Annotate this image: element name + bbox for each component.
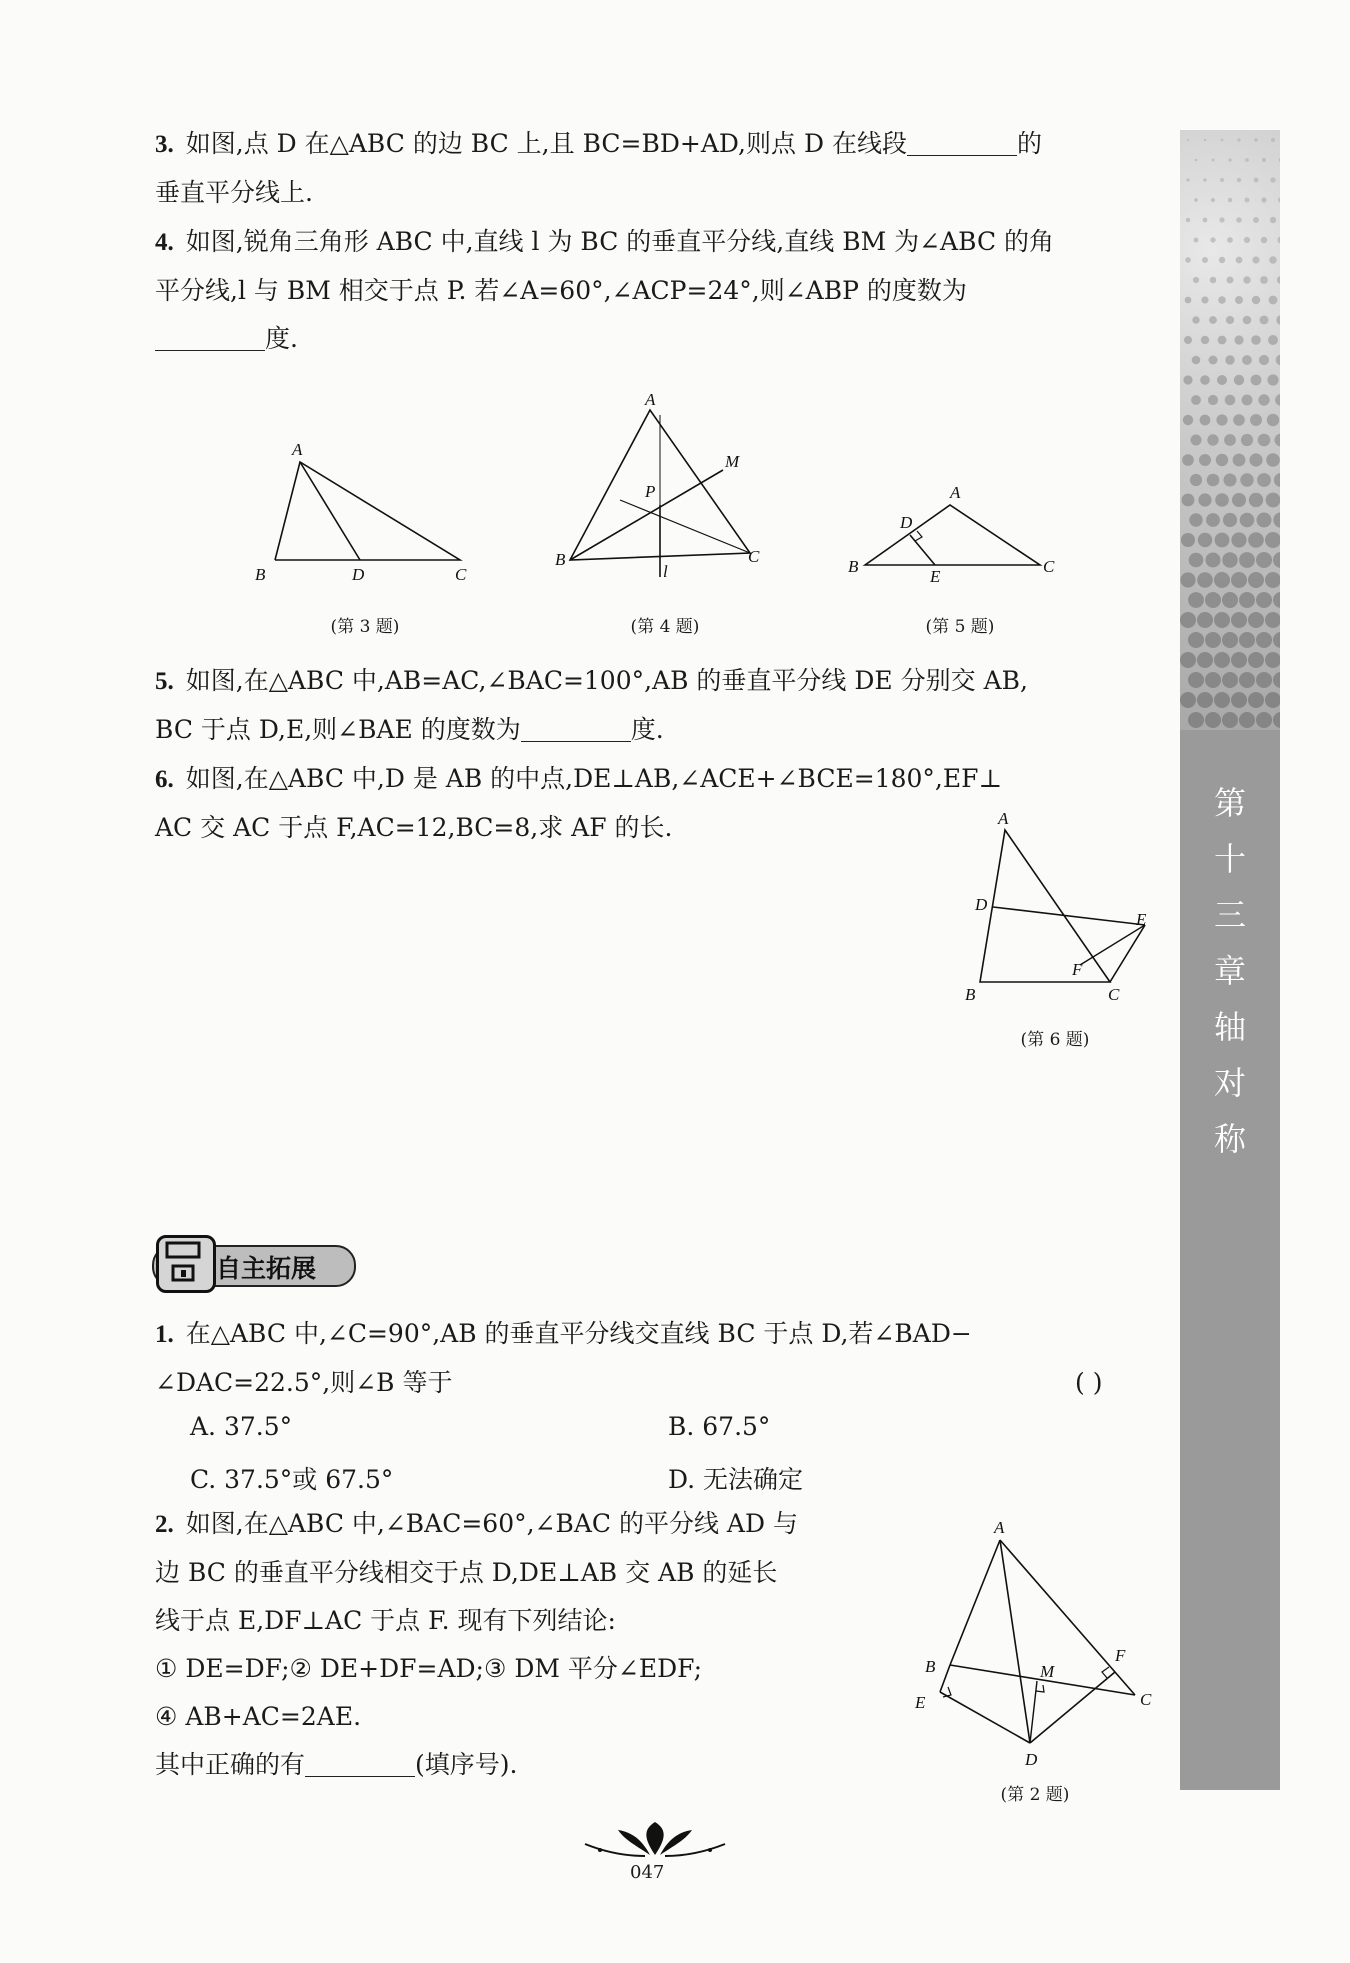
halftone-dot: [1231, 652, 1247, 668]
halftone-dot: [1270, 217, 1276, 223]
halftone-dot: [1224, 474, 1237, 487]
halftone-dot: [1193, 277, 1199, 283]
chapter-char: 章: [1213, 952, 1246, 990]
point-label: B: [965, 985, 976, 1004]
halftone-dots-decoration: [1180, 130, 1280, 730]
halftone-dot: [1200, 375, 1210, 385]
point-label: M: [1040, 1662, 1055, 1681]
point-label: E: [930, 567, 941, 586]
halftone-dot: [1276, 315, 1280, 324]
halftone-dot: [1197, 572, 1213, 588]
question-text: ① DE=DF;② DE+DF=AD;③ DM 平分∠EDF;: [155, 1654, 703, 1683]
halftone-dot: [1256, 592, 1272, 608]
halftone-dot: [1210, 237, 1215, 242]
figure-5: [840, 480, 1070, 590]
halftone-dot: [1234, 375, 1244, 385]
halftone-dot: [1222, 592, 1238, 608]
halftone-dot: [1194, 198, 1198, 202]
halftone-dot: [1237, 178, 1241, 182]
halftone-dot: [1231, 612, 1247, 628]
halftone-dot: [1226, 316, 1234, 324]
halftone-dot: [1252, 256, 1259, 263]
halftone-dot: [1265, 692, 1280, 708]
point-label: B: [555, 550, 566, 569]
halftone-dot: [1219, 257, 1225, 263]
halftone-dot: [1183, 375, 1192, 384]
extension-question-2: [155, 1500, 798, 1789]
halftone-dot: [1256, 672, 1272, 688]
figure-6: [960, 810, 1160, 1010]
halftone-dot: [1201, 296, 1208, 303]
halftone-dot: [1194, 238, 1199, 243]
question-number: 5.: [155, 668, 174, 695]
point-label: B: [255, 565, 266, 584]
halftone-dot: [1189, 553, 1204, 568]
halftone-dot: [1248, 692, 1264, 708]
halftone-dot: [1198, 493, 1211, 506]
point-label: E: [915, 1693, 926, 1712]
halftone-dot: [1278, 197, 1280, 203]
question-number: 4.: [155, 229, 174, 256]
halftone-dot: [1273, 552, 1280, 568]
question-text: 如图,在△ABC 中,AB=AC,∠BAC=100°,AB 的垂直平分线 DE 分别交 AB,: [185, 666, 1028, 695]
point-label: C: [1043, 557, 1055, 576]
halftone-dot: [1197, 612, 1213, 628]
halftone-dot: [1227, 237, 1233, 243]
halftone-dot: [1277, 276, 1280, 284]
point-label: A: [292, 440, 303, 459]
answer-paren[interactable]: ( ): [1075, 1368, 1103, 1397]
question-text: 其中正确的有: [155, 1750, 306, 1779]
halftone-dot: [1223, 513, 1237, 527]
option-b[interactable]: B. 67.5°: [668, 1412, 771, 1441]
point-label: D: [900, 513, 913, 532]
question-3: [155, 120, 1042, 217]
halftone-dot: [1195, 159, 1198, 162]
halftone-dot: [1205, 672, 1221, 688]
halftone-dot: [1273, 512, 1280, 527]
halftone-dot: [1216, 414, 1227, 425]
halftone-dot: [1274, 473, 1280, 487]
halftone-dot: [1244, 237, 1250, 243]
chapter-char: 三: [1213, 896, 1246, 934]
halftone-dot: [1205, 592, 1221, 608]
question-text: 度.: [265, 324, 298, 353]
option-c[interactable]: C. 37.5°或 67.5°: [190, 1465, 394, 1494]
halftone-dot: [1191, 435, 1202, 446]
halftone-dot: [1256, 712, 1272, 728]
halftone-dot: [1267, 414, 1279, 426]
halftone-dot: [1242, 355, 1252, 365]
halftone-dot: [1239, 632, 1255, 648]
point-label: A: [994, 1518, 1005, 1537]
halftone-dot: [1217, 375, 1227, 385]
chapter-char: 轴: [1213, 1008, 1246, 1046]
halftone-dot: [1188, 592, 1204, 608]
halftone-dot: [1228, 158, 1231, 161]
halftone-dot: [1184, 336, 1192, 344]
halftone-dot: [1273, 592, 1280, 608]
halftone-dot: [1249, 493, 1263, 507]
section-title: 自主拓展: [216, 1254, 317, 1283]
footer-ornament-icon: [580, 1820, 730, 1860]
halftone-dot: [1182, 454, 1194, 466]
halftone-dot: [1188, 672, 1204, 688]
figure-caption: (第 3 题): [330, 617, 400, 637]
answer-blank[interactable]: [305, 1775, 415, 1777]
halftone-dot: [1190, 474, 1202, 486]
halftone-dot: [1234, 335, 1243, 344]
halftone-dot: [1265, 572, 1280, 588]
figure-caption: (第 2 题): [1000, 1785, 1070, 1805]
figure-3: [245, 440, 475, 590]
chapter-char: 十: [1213, 840, 1246, 878]
point-label: P: [645, 482, 656, 501]
halftone-dot: [1252, 296, 1260, 304]
halftone-dot: [1260, 276, 1268, 284]
halftone-dot: [1233, 414, 1245, 426]
question-number: 3.: [155, 131, 174, 158]
answer-blank[interactable]: [907, 154, 1017, 156]
halftone-dot: [1215, 493, 1229, 507]
halftone-dot: [1245, 158, 1249, 162]
halftone-dot: [1231, 532, 1246, 547]
halftone-dot: [1209, 316, 1217, 324]
halftone-dot: [1248, 532, 1264, 548]
point-label: C: [1140, 1690, 1152, 1709]
question-6: [155, 755, 1002, 852]
question-text: 垂直平分线上.: [155, 178, 313, 207]
halftone-dot: [1254, 178, 1259, 183]
halftone-dot: [1265, 532, 1280, 548]
halftone-dot: [1256, 552, 1272, 568]
figure-caption: (第 5 题): [925, 617, 995, 637]
halftone-dot: [1210, 277, 1217, 284]
halftone-dot: [1219, 217, 1224, 222]
halftone-dot: [1236, 257, 1243, 264]
halftone-dot: [1262, 158, 1266, 162]
question-number: 1.: [155, 1321, 174, 1348]
halftone-dot: [1218, 336, 1227, 345]
floppy-disk-icon: [156, 1235, 216, 1293]
halftone-dot: [1251, 335, 1261, 345]
halftone-dot: [1222, 672, 1238, 688]
halftone-dot: [1215, 533, 1230, 548]
halftone-dot: [1200, 415, 1211, 426]
halftone-dot: [1181, 533, 1195, 547]
tab-decorative-header: [1180, 130, 1280, 730]
halftone-dot: [1185, 257, 1191, 263]
question-number: 6.: [155, 766, 174, 793]
halftone-dot: [1260, 316, 1269, 325]
chapter-char: 对: [1213, 1064, 1246, 1102]
point-label: B: [925, 1657, 936, 1676]
halftone-dot: [1199, 454, 1211, 466]
question-text: ∠DAC=22.5°,则∠B 等于: [155, 1368, 453, 1397]
question-text: 如图,在△ABC 中,D 是 AB 的中点,DE⊥AB,∠ACE+∠BCE=180°,EF⊥: [185, 764, 1002, 793]
halftone-dot: [1239, 672, 1255, 688]
page-number: 047: [630, 1862, 665, 1883]
halftone-dot: [1240, 513, 1255, 528]
question-text: 如图,点 D 在△ABC 的边 BC 上,且 BC=BD+AD,则点 D 在线段: [185, 129, 907, 158]
halftone-dot: [1233, 454, 1246, 467]
point-label: A: [950, 483, 961, 502]
halftone-dot: [1253, 217, 1259, 223]
halftone-dot: [1245, 198, 1250, 203]
halftone-dot: [1276, 355, 1280, 366]
halftone-dot: [1243, 276, 1250, 283]
halftone-dot: [1187, 139, 1189, 141]
point-label: D: [352, 565, 365, 584]
halftone-dot: [1248, 572, 1264, 588]
point-label: B: [848, 557, 859, 576]
halftone-dot: [1180, 652, 1196, 668]
halftone-dot: [1273, 632, 1280, 648]
halftone-dot: [1242, 395, 1253, 406]
halftone-dot: [1261, 237, 1268, 244]
halftone-dot: [1222, 632, 1238, 648]
halftone-dot: [1218, 296, 1226, 304]
extension-question-1: [155, 1310, 1155, 1407]
question-text: 边 BC 的垂直平分线相交于点 D,DE⊥AB 交 AB 的延长: [155, 1558, 778, 1587]
halftone-dot: [1203, 178, 1207, 182]
halftone-dot: [1216, 454, 1228, 466]
chapter-char: 称: [1213, 1120, 1246, 1158]
halftone-dot: [1235, 296, 1243, 304]
halftone-dot: [1209, 356, 1218, 365]
halftone-dot: [1279, 158, 1280, 163]
halftone-dot: [1198, 533, 1212, 547]
point-label: M: [725, 452, 740, 471]
halftone-dot: [1214, 572, 1230, 588]
halftone-dot: [1180, 692, 1196, 708]
halftone-dot: [1207, 434, 1218, 445]
halftone-dot: [1267, 374, 1278, 385]
halftone-dot: [1249, 453, 1262, 466]
question-text: 平分线,l 与 BM 相交于点 P. 若∠A=60°,∠ACP=24°,则∠ABP 的度数为: [155, 276, 967, 305]
halftone-dot: [1231, 692, 1247, 708]
point-label: F: [1072, 960, 1083, 979]
halftone-dot: [1214, 652, 1230, 668]
halftone-dot: [1212, 159, 1215, 162]
halftone-dot: [1192, 316, 1199, 323]
question-text: ④ AB+AC=2AE.: [155, 1702, 362, 1731]
halftone-dot: [1188, 632, 1204, 648]
halftone-dot: [1240, 473, 1253, 486]
halftone-dot: [1266, 493, 1280, 508]
halftone-dot: [1258, 394, 1269, 405]
halftone-dot: [1180, 572, 1195, 587]
halftone-dot: [1261, 197, 1266, 202]
chapter-title: [1180, 775, 1280, 1167]
halftone-dot: [1197, 652, 1213, 668]
answer-blank[interactable]: [155, 349, 265, 351]
question-4: [155, 218, 1054, 363]
section-banner: [152, 1235, 352, 1291]
figure-caption: (第 6 题): [1020, 1030, 1090, 1050]
question-5: [155, 657, 1028, 754]
halftone-dot: [1204, 139, 1206, 141]
point-label: C: [455, 565, 467, 584]
point-label: C: [1108, 985, 1120, 1004]
halftone-dot: [1208, 395, 1218, 405]
point-label: F: [1115, 1646, 1126, 1665]
question-text: 如图,在△ABC 中,∠BAC=60°,∠BAC 的平分线 AD 与: [185, 1509, 798, 1538]
halftone-dot: [1259, 355, 1269, 365]
halftone-dot: [1275, 434, 1281, 447]
halftone-dot: [1256, 632, 1272, 648]
question-number: 2.: [155, 1511, 174, 1538]
halftone-dot: [1225, 395, 1236, 406]
halftone-dot: [1205, 632, 1221, 648]
halftone-dot: [1185, 297, 1192, 304]
question-text: 度.: [630, 715, 664, 744]
halftone-dot: [1189, 513, 1202, 526]
halftone-dot: [1269, 296, 1278, 305]
figure-caption: (第 4 题): [630, 617, 700, 637]
question-text: 如图,锐角三角形 ABC 中,直线 l 为 BC 的垂直平分线,直线 BM 为∠ABC 的角: [185, 227, 1055, 256]
chapter-char: 第: [1213, 784, 1246, 822]
halftone-dot: [1258, 434, 1271, 447]
halftone-dot: [1271, 138, 1275, 142]
halftone-dot: [1239, 552, 1255, 568]
question-text: (填序号).: [415, 1750, 518, 1779]
halftone-dot: [1227, 277, 1234, 284]
halftone-dot: [1206, 553, 1221, 568]
halftone-dot: [1201, 336, 1209, 344]
halftone-dot: [1224, 434, 1236, 446]
halftone-dot: [1266, 453, 1280, 467]
halftone-dot: [1275, 394, 1280, 406]
halftone-dot: [1241, 434, 1253, 446]
halftone-dot: [1222, 712, 1238, 728]
halftone-dot: [1214, 692, 1230, 708]
halftone-dot: [1197, 692, 1213, 708]
halftone-dot: [1239, 712, 1255, 728]
halftone-dot: [1182, 494, 1195, 507]
halftone-dot: [1236, 217, 1242, 223]
halftone-dot: [1273, 712, 1280, 728]
halftone-dot: [1265, 652, 1280, 668]
question-text: 在△ABC 中,∠C=90°,AB 的垂直平分线交直线 BC 于点 D,若∠BAD−: [185, 1319, 972, 1348]
point-label: l: [663, 562, 668, 581]
halftone-dot: [1237, 138, 1240, 141]
halftone-dot: [1214, 612, 1230, 628]
halftone-dot: [1192, 356, 1201, 365]
halftone-dot: [1186, 178, 1189, 181]
point-label: A: [998, 810, 1009, 828]
halftone-dot: [1221, 139, 1224, 142]
halftone-dot: [1188, 712, 1204, 728]
halftone-dot: [1220, 178, 1224, 182]
halftone-dot: [1203, 218, 1208, 223]
halftone-dot: [1180, 612, 1196, 628]
question-text: BC 于点 D,E,则∠BAE 的度数为: [155, 715, 521, 744]
point-label: C: [748, 547, 760, 566]
halftone-dot: [1205, 712, 1221, 728]
halftone-dot: [1268, 335, 1278, 345]
halftone-dot: [1243, 316, 1252, 325]
halftone-dot: [1270, 177, 1275, 182]
question-text: AC 交 AC 于点 F,AC=12,BC=8,求 AF 的长.: [155, 813, 673, 842]
halftone-dot: [1265, 612, 1280, 628]
halftone-dot: [1269, 256, 1277, 264]
point-label: A: [645, 390, 656, 409]
chapter-side-tab: [1180, 130, 1280, 1790]
point-label: E: [1136, 910, 1147, 929]
halftone-dot: [1232, 493, 1246, 507]
halftone-dot: [1239, 592, 1255, 608]
halftone-dot: [1228, 198, 1233, 203]
option-a[interactable]: A. 37.5°: [190, 1412, 293, 1441]
point-label: D: [1025, 1750, 1038, 1769]
halftone-dot: [1254, 138, 1258, 142]
halftone-dot: [1225, 355, 1234, 364]
halftone-dot: [1250, 414, 1262, 426]
answer-blank[interactable]: [521, 740, 631, 742]
halftone-dot: [1248, 612, 1264, 628]
halftone-dot: [1278, 237, 1281, 244]
figure-4: [545, 385, 775, 590]
halftone-dot: [1202, 257, 1208, 263]
halftone-dot: [1257, 473, 1271, 487]
halftone-dot: [1186, 218, 1190, 222]
halftone-dot: [1206, 513, 1220, 527]
halftone-dot: [1222, 552, 1237, 567]
halftone-dot: [1207, 474, 1220, 487]
halftone-dot: [1251, 375, 1262, 386]
halftone-dot: [1257, 513, 1272, 528]
point-label: D: [975, 895, 988, 914]
figure-2: [910, 1515, 1160, 1775]
question-text: 的: [1016, 129, 1042, 158]
halftone-dot: [1211, 198, 1215, 202]
halftone-dot: [1191, 395, 1201, 405]
question-text: 线于点 E,DF⊥AC 于点 F. 现有下列结论:: [155, 1606, 616, 1635]
halftone-dot: [1273, 672, 1280, 688]
halftone-dot: [1183, 415, 1193, 425]
option-d[interactable]: D. 无法确定: [668, 1465, 804, 1494]
halftone-dot: [1248, 652, 1264, 668]
halftone-dot: [1231, 572, 1247, 588]
